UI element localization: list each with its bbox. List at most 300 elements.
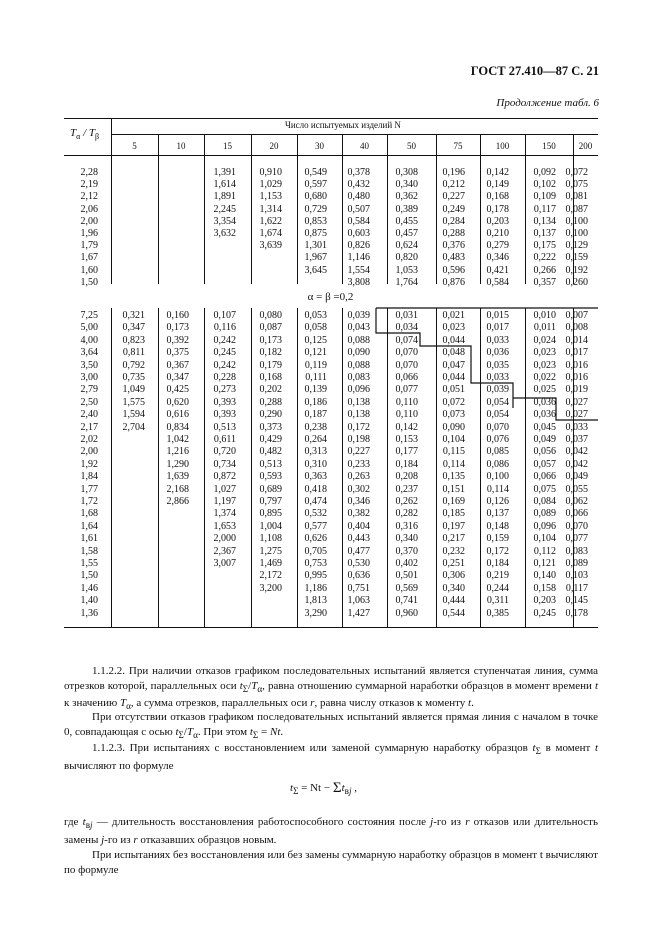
block1-cell: 1,622 — [259, 215, 282, 227]
block2-cell: 0,023 — [533, 359, 556, 371]
block2-cell: 1,290 — [166, 458, 189, 470]
block1-cell: 0,212 — [442, 179, 465, 191]
block2-cell: 0,995 — [304, 570, 327, 582]
block2-cell: 0,096 — [347, 384, 370, 396]
block1-cell: 0,876 — [442, 276, 465, 288]
block2-cell: 2,00 — [80, 446, 98, 458]
block2-cell: 0,090 — [442, 421, 465, 433]
block1-cell: 0,192 — [565, 264, 588, 276]
block1-cell: 0,378 — [347, 167, 370, 178]
block2-cell: 0,367 — [166, 359, 189, 371]
block2-cell: 0,689 — [259, 483, 282, 495]
block2-cell: 0,073 — [442, 409, 465, 421]
block2-cell: 0,083 — [347, 372, 370, 383]
block2-cell: 0,057 — [533, 458, 556, 470]
block2-cell: 0,072 — [442, 396, 465, 408]
block2-cell: 0,382 — [347, 508, 370, 520]
block1-cell: 1,67 — [80, 252, 98, 264]
block2-cell: 0,363 — [304, 471, 327, 483]
block2-cell: 0,159 — [486, 533, 509, 545]
block2-cell: 0,025 — [533, 384, 556, 396]
block2-cell: 0,090 — [347, 347, 370, 359]
block1-cell: 2,00 — [80, 215, 98, 227]
block2-cell: 0,070 — [395, 347, 418, 359]
block2-cell: 0,089 — [533, 508, 556, 520]
block2-cell: 0,705 — [304, 545, 327, 557]
block2-cell: 0,751 — [347, 582, 370, 594]
block1-cell: 0,175 — [533, 240, 556, 252]
column-header: 30 — [315, 141, 324, 151]
block2-cell: 0,895 — [259, 508, 282, 520]
block2-cell: 0,036 — [533, 409, 556, 421]
block1-cell: 0,072 — [565, 167, 588, 178]
block1-cell: 0,421 — [486, 264, 509, 276]
block1-cell: 0,308 — [395, 167, 418, 178]
block2-cell: 0,834 — [166, 421, 189, 433]
block2-cell: 0,137 — [486, 508, 509, 520]
block2-cell: 0,513 — [259, 458, 282, 470]
block1-cell: 3,808 — [347, 276, 370, 288]
block2-cell: 0,418 — [304, 483, 327, 495]
block2-cell: 0,016 — [565, 372, 588, 383]
block2-cell: 4,00 — [80, 334, 98, 346]
block2-cell: 0,115 — [442, 446, 465, 458]
block2-cell: 0,100 — [486, 471, 509, 483]
block2-cell: 0,203 — [533, 595, 556, 607]
block2-cell: 0,104 — [533, 533, 556, 545]
block2-cell: 1,042 — [166, 434, 189, 445]
block2-cell: 0,792 — [122, 359, 145, 371]
block2-cell: 2,866 — [166, 496, 189, 507]
block2-cell: 0,070 — [565, 520, 588, 532]
block2-cell: 0,033 — [486, 372, 509, 383]
block2-cell: 0,116 — [213, 322, 236, 334]
block2-cell: 0,103 — [565, 570, 588, 582]
block1-cell: 0,149 — [486, 179, 509, 191]
block2-cell: 2,000 — [213, 533, 236, 545]
block2-cell: 0,112 — [533, 545, 556, 557]
block2-cell: 0,045 — [533, 421, 556, 433]
block2-cell: 0,075 — [533, 483, 556, 495]
block2-cell: 0,290 — [259, 409, 282, 421]
block2-cell: 0,160 — [166, 310, 189, 321]
block2-cell: 0,373 — [259, 421, 282, 433]
block2-cell: 0,027 — [565, 409, 588, 421]
block2-cell: 0,053 — [304, 310, 327, 321]
block2-cell: 2,50 — [80, 396, 98, 408]
block2-cell: 3,007 — [213, 558, 236, 569]
block2-cell: 0,316 — [395, 520, 418, 532]
block2-cell: 0,242 — [213, 359, 236, 371]
block1-cell: 0,549 — [304, 167, 327, 178]
block2-cell: 0,056 — [533, 446, 556, 458]
block2-cell: 1,64 — [80, 520, 98, 532]
table-continuation-label: Продолжение табл. 6 — [496, 97, 599, 109]
block2-cell: 0,153 — [395, 434, 418, 445]
block2-cell: 0,111 — [305, 372, 327, 383]
block2-cell: 1,50 — [80, 570, 98, 582]
block2-cell: 0,016 — [565, 359, 588, 371]
block2-cell: 0,036 — [486, 347, 509, 359]
block1-cell: 0,279 — [486, 240, 509, 252]
block2-cell: 2,367 — [213, 545, 236, 557]
block2-cell: 0,126 — [486, 496, 509, 507]
block2-cell: 1,063 — [347, 595, 370, 607]
block2-cell: 0,735 — [122, 372, 145, 383]
block1-cell: 1,314 — [259, 203, 282, 215]
block2-cell: 2,168 — [166, 483, 189, 495]
block2-cell: 0,047 — [442, 359, 465, 371]
block2-cell: 0,753 — [304, 558, 327, 569]
block2-cell: 0,036 — [533, 396, 556, 408]
block2-cell: 0,110 — [395, 396, 418, 408]
block2-cell: 0,811 — [122, 347, 145, 359]
block1-cell: 0,853 — [304, 215, 327, 227]
block2-cell: 0,482 — [259, 446, 282, 458]
block2-cell: 0,024 — [533, 334, 556, 346]
block2-cell: 1,469 — [259, 558, 282, 569]
block2-cell: 2,40 — [80, 409, 98, 421]
block2-cell: 0,404 — [347, 520, 370, 532]
block1-cell: 0,340 — [395, 179, 418, 191]
block2-cell: 0,135 — [442, 471, 465, 483]
block1-cell: 0,680 — [304, 191, 327, 203]
block2-cell: 0,080 — [259, 310, 282, 321]
block1-cell: 3,639 — [259, 240, 282, 252]
block1-cell: 0,624 — [395, 240, 418, 252]
block2-cell: 0,037 — [565, 434, 588, 445]
column-header: 50 — [407, 141, 416, 151]
block1-cell: 0,584 — [347, 215, 370, 227]
alpha-beta-separator: α = β =0,2 — [307, 291, 354, 303]
block2-cell: 0,429 — [259, 434, 282, 445]
block2-cell: 0,070 — [486, 421, 509, 433]
block2-cell: 5,00 — [80, 322, 98, 334]
block2-cell: 2,79 — [80, 384, 98, 396]
block2-cell: 0,178 — [565, 607, 588, 619]
block1-cell: 0,357 — [533, 276, 556, 288]
block2-cell: 0,139 — [304, 384, 327, 396]
block2-cell: 0,720 — [213, 446, 236, 458]
block2-cell: 1,84 — [80, 471, 98, 483]
block2-cell: 0,044 — [442, 372, 465, 383]
block2-cell: 0,043 — [347, 322, 370, 334]
block2-cell: 0,310 — [304, 458, 327, 470]
block2-cell: 0,340 — [395, 533, 418, 545]
block1-cell: 0,483 — [442, 252, 465, 264]
block2-cell: 0,544 — [442, 607, 465, 619]
block2-cell: 1,186 — [304, 582, 327, 594]
block2-cell: 0,114 — [486, 483, 509, 495]
block2-cell: 0,019 — [565, 384, 588, 396]
block1-cell: 0,596 — [442, 264, 465, 276]
block2-cell: 1,427 — [347, 607, 370, 619]
block1-cell: 0,284 — [442, 215, 465, 227]
paragraph-no-failures: При отсутствии отказов графиком последовательных испытаний является прямая линия с началом в точке 0, совпадающая с осью $t_\Sigma/T_\alpha$. При этом $t_\Sigma = Nt$. — [64, 711, 598, 740]
block2-cell: 2,704 — [122, 421, 145, 433]
block2-cell: 0,015 — [486, 310, 509, 321]
paragraph-without-restoration: При испытаниях без восстановления или без замены суммарную наработку образцов в момент t вычисляют по формуле — [64, 849, 598, 876]
column-header: 10 — [176, 141, 186, 151]
block2-cell: 0,173 — [166, 322, 189, 334]
block1-cell: 1,50 — [80, 276, 98, 288]
block2-cell: 0,021 — [442, 310, 465, 321]
n-header: Число испытуемых изделий N — [285, 120, 401, 130]
block2-cell: 0,370 — [395, 545, 418, 557]
block1-cell: 0,210 — [486, 228, 509, 239]
block1-cell: 3,632 — [213, 228, 236, 239]
block2-cell: 0,321 — [122, 310, 145, 321]
block2-cell: 1,72 — [80, 496, 98, 507]
block2-cell: 0,392 — [166, 334, 189, 346]
block1-cell: 0,142 — [486, 167, 509, 178]
block2-cell: 0,031 — [395, 310, 418, 321]
block1-cell: 0,222 — [533, 252, 556, 264]
block2-cell: 1,374 — [213, 508, 236, 520]
block2-cell: 0,034 — [395, 322, 418, 334]
block2-cell: 0,117 — [565, 582, 588, 594]
block1-cell: 0,820 — [395, 252, 418, 264]
block2-cell: 0,741 — [395, 595, 418, 607]
block2-cell: 0,219 — [486, 570, 509, 582]
block2-cell: 0,140 — [533, 570, 556, 582]
block2-cell: 0,039 — [347, 310, 370, 321]
block2-cell: 0,347 — [166, 372, 189, 383]
block1-cell: 2,12 — [80, 191, 98, 203]
block2-cell: 0,039 — [486, 384, 509, 396]
block1-cell: 0,249 — [442, 203, 465, 215]
block2-cell: 0,262 — [395, 496, 418, 507]
block2-cell: 1,639 — [166, 471, 189, 483]
block2-cell: 0,010 — [533, 310, 556, 321]
block2-cell: 0,151 — [442, 483, 465, 495]
block2-cell: 0,033 — [486, 334, 509, 346]
block2-cell: 0,179 — [259, 359, 282, 371]
block1-cell: 1,029 — [259, 179, 282, 191]
block2-cell: 0,238 — [304, 421, 327, 433]
block1-cell: 0,092 — [533, 167, 556, 178]
block2-cell: 0,611 — [213, 434, 236, 445]
block1-cell: 3,645 — [304, 264, 327, 276]
block2-cell: 0,107 — [213, 310, 236, 321]
block2-cell: 0,198 — [347, 434, 370, 445]
block2-cell: 0,402 — [395, 558, 418, 569]
block2-cell: 0,148 — [486, 520, 509, 532]
column-header: 100 — [495, 141, 510, 151]
block2-cell: 0,014 — [565, 334, 588, 346]
block2-cell: 3,200 — [259, 582, 282, 594]
block1-cell: 0,102 — [533, 179, 556, 191]
block1-cell: 0,875 — [304, 228, 327, 239]
block2-cell: 0,626 — [304, 533, 327, 545]
block2-cell: 2,17 — [80, 421, 98, 433]
block2-cell: 0,169 — [442, 496, 465, 507]
block2-cell: 0,008 — [565, 322, 588, 334]
block2-cell: 1,004 — [259, 520, 282, 532]
block2-cell: 0,347 — [122, 322, 145, 334]
block2-cell: 0,340 — [442, 582, 465, 594]
block2-cell: 0,233 — [347, 458, 370, 470]
block2-cell: 0,313 — [304, 446, 327, 458]
block1-cell: 0,203 — [486, 215, 509, 227]
block1-cell: 0,137 — [533, 228, 556, 239]
block1-cell: 1,60 — [80, 264, 98, 276]
block2-cell: 0,288 — [259, 396, 282, 408]
block2-cell: 0,186 — [304, 396, 327, 408]
block1-cell: 0,129 — [565, 240, 588, 252]
block2-cell: 0,085 — [486, 446, 509, 458]
block1-cell: 0,260 — [565, 276, 588, 288]
block2-cell: 1,049 — [122, 384, 145, 396]
block2-cell: 0,086 — [486, 458, 509, 470]
block2-cell: 0,077 — [565, 533, 588, 545]
block2-cell: 3,290 — [304, 607, 327, 619]
block2-cell: 2,172 — [259, 570, 282, 582]
block1-cell: 1,153 — [259, 191, 282, 203]
block2-cell: 0,532 — [304, 508, 327, 520]
block1-cell: 0,457 — [395, 228, 418, 239]
block2-cell: 0,042 — [565, 458, 588, 470]
block2-cell: 0,066 — [395, 372, 418, 383]
block2-cell: 0,385 — [486, 607, 509, 619]
block2-cell: 0,173 — [259, 334, 282, 346]
block2-cell: 0,042 — [565, 446, 588, 458]
block2-cell: 1,108 — [259, 533, 282, 545]
block1-cell: 1,967 — [304, 252, 327, 264]
block1-cell: 1,391 — [213, 167, 236, 178]
block1-cell: 0,159 — [565, 252, 588, 264]
block1-cell: 1,96 — [80, 228, 98, 239]
block2-cell: 0,263 — [347, 471, 370, 483]
block2-cell: 0,273 — [213, 384, 236, 396]
block1-cell: 0,389 — [395, 203, 418, 215]
page-header: ГОСТ 27.410—87 С. 21 — [470, 64, 599, 78]
column-header: 5 — [132, 141, 137, 151]
block2-cell: 0,054 — [486, 396, 509, 408]
block2-cell: 0,184 — [486, 558, 509, 569]
block1-cell: 1,053 — [395, 264, 418, 276]
block2-cell: 1,46 — [80, 582, 98, 594]
block2-cell: 1,92 — [80, 458, 98, 470]
block1-cell: 0,196 — [442, 167, 465, 178]
block2-cell: 1,575 — [122, 396, 145, 408]
block2-cell: 0,125 — [304, 334, 327, 346]
block1-cell: 0,603 — [347, 228, 370, 239]
column-header: 75 — [453, 141, 463, 151]
block2-cell: 0,055 — [565, 483, 588, 495]
block2-cell: 0,158 — [533, 582, 556, 594]
column-header: 150 — [542, 141, 556, 151]
block2-cell: 3,00 — [80, 372, 98, 383]
block2-cell: 0,513 — [213, 421, 236, 433]
block1-cell: 3,354 — [213, 215, 236, 227]
block1-cell: 0,081 — [565, 191, 588, 203]
block2-cell: 0,237 — [395, 483, 418, 495]
block1-cell: 2,19 — [80, 179, 98, 191]
block2-cell: 0,616 — [166, 409, 189, 421]
block2-cell: 0,145 — [565, 595, 588, 607]
block2-cell: 0,444 — [442, 595, 465, 607]
block2-cell: 0,577 — [304, 520, 327, 532]
block2-cell: 0,172 — [486, 545, 509, 557]
block2-cell: 0,375 — [166, 347, 189, 359]
block2-cell: 0,477 — [347, 545, 370, 557]
block2-cell: 0,242 — [213, 334, 236, 346]
block2-cell: 0,138 — [347, 396, 370, 408]
block1-cell: 0,455 — [395, 215, 418, 227]
block2-cell: 0,734 — [213, 458, 236, 470]
block2-cell: 0,202 — [259, 384, 282, 396]
block2-cell: 7,25 — [80, 310, 98, 321]
block2-cell: 1,61 — [80, 533, 98, 545]
block2-cell: 0,027 — [565, 396, 588, 408]
block1-cell: 1,146 — [347, 252, 370, 264]
paragraph-1-1-2-2: 1.1.2.2. При наличии отказов графиком последовательных испытаний является ступенчатая линия, сумма отрезков которой, параллельных оси $t_\Sigma/T_\alpha$, равна отношению суммарной наработки образцов в момент времени t к значению $T_\alpha$, а сумма отрезков, параллельных оси r, равна числу отказов к моменту t. — [64, 665, 598, 712]
block2-cell: 0,187 — [304, 409, 327, 421]
block2-cell: 0,007 — [565, 310, 588, 321]
block1-cell: 0,100 — [565, 228, 588, 239]
block1-cell: 0,432 — [347, 179, 370, 191]
block2-cell: 0,501 — [395, 570, 418, 582]
block2-cell: 1,275 — [259, 545, 282, 557]
block2-cell: 0,066 — [533, 471, 556, 483]
block2-cell: 0,185 — [442, 508, 465, 520]
block1-cell: 0,087 — [565, 203, 588, 215]
block1-cell: 2,28 — [80, 167, 98, 178]
block2-cell: 0,172 — [347, 421, 370, 433]
block2-cell: 0,138 — [347, 409, 370, 421]
block1-cell: 0,100 — [565, 215, 588, 227]
block2-cell: 0,077 — [395, 384, 418, 396]
block2-cell: 1,68 — [80, 508, 98, 520]
block2-cell: 0,197 — [442, 520, 465, 532]
column-header: 20 — [269, 141, 279, 151]
block2-cell: 1,40 — [80, 595, 98, 607]
paragraph-1-1-2-3: 1.1.2.3. При испытаниях с восстановлением или заменой суммарную наработку образцов $t_\Sigma$ в момент t вычисляют по формуле — [64, 742, 599, 772]
block2-cell: 3,50 — [80, 359, 98, 371]
block2-cell: 0,119 — [304, 359, 327, 371]
block1-cell: 1,764 — [395, 276, 418, 288]
block2-cell: 2,02 — [80, 434, 98, 445]
ta-tb-header: $T_\alpha / T_\beta$ — [70, 127, 100, 142]
block2-cell: 0,096 — [533, 520, 556, 532]
block1-cell: 0,266 — [533, 264, 556, 276]
block1-cell: 0,109 — [533, 191, 556, 203]
block1-cell: 0,134 — [533, 215, 556, 227]
block1-cell: 0,910 — [259, 167, 282, 178]
block2-cell: 0,228 — [213, 372, 236, 383]
block2-cell: 1,813 — [304, 595, 327, 607]
block2-cell: 0,569 — [395, 582, 418, 594]
block2-cell: 0,245 — [213, 347, 236, 359]
block2-cell: 0,104 — [442, 434, 465, 445]
block2-cell: 0,088 — [347, 334, 370, 346]
block1-cell: 0,362 — [395, 191, 418, 203]
block2-cell: 0,960 — [395, 607, 418, 619]
column-header: 40 — [360, 141, 369, 151]
block2-cell: 1,77 — [80, 483, 98, 495]
block2-cell: 0,184 — [395, 458, 418, 470]
block2-cell: 0,044 — [442, 334, 465, 346]
block2-cell: 0,227 — [347, 446, 370, 458]
block2-cell: 0,062 — [565, 496, 588, 507]
block2-cell: 1,653 — [213, 520, 236, 532]
block2-cell: 0,114 — [442, 458, 465, 470]
paragraph-where: где $t_{вj}$ — длительность восстановления работоспособного состояния после j-го из r отказов или длительность замены j-го из r отказавших образцов новым. — [64, 816, 598, 846]
block2-cell: 0,302 — [347, 483, 370, 495]
block2-cell: 0,393 — [213, 409, 236, 421]
block2-cell: 0,245 — [533, 607, 556, 619]
